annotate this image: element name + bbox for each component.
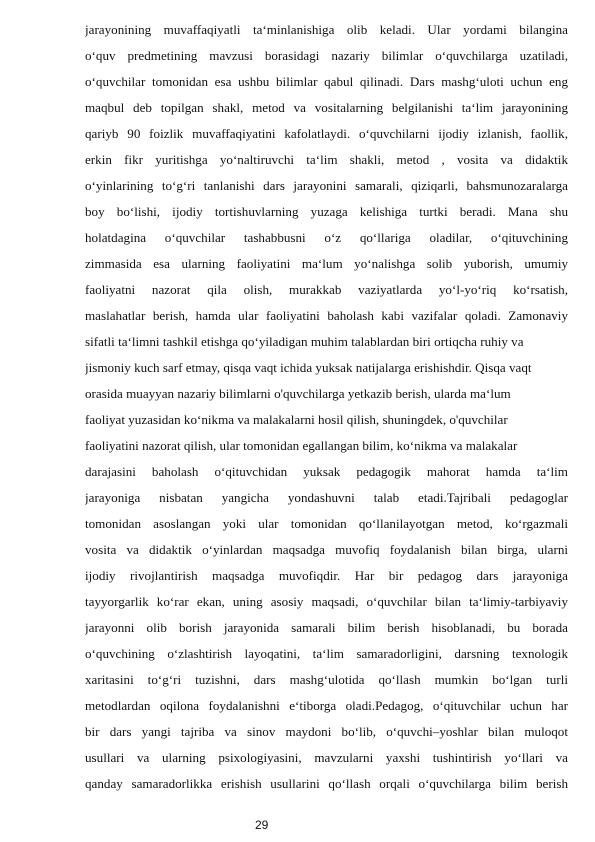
text-line: boy bo‘lishi, ijodiy tortishuvlarning yuzaga kelishiga turtki beradi. Mana shu [85, 204, 568, 219]
text-line: tomonidan asoslangan yoki ular tomonidan qo‘llanilayotgan metod, ko‘rgazmali [85, 516, 568, 531]
text-line: tayyorgarlik ko‘rar ekan, uning asosiy maqsadi, o‘quvchilar bilan ta‘limiy-tarbiyaviy [85, 594, 568, 609]
text-line: o‘quvchilar tomonidan esa ushbu bilimlar qabul qilinadi. Dars mashg‘uloti uchun eng [85, 74, 568, 89]
text-line: jarayoniga nisbatan yangicha yondashuvni talab etadi.Tajribali pedagoglar [85, 490, 568, 505]
text-line: faoliyat yuzasidan ko‘nikma va malakalarni hosil qilish, shuningdek, o'quvchilar [85, 412, 508, 427]
text-line: faoliyatini nazorat qilish, ular tomonidan egallangan bilim, ko‘nikma va malakalar [85, 438, 518, 453]
text-line: vosita va didaktik o‘yinlardan maqsadga muvofiq foydalanish bilan birga, ularni [85, 542, 568, 557]
text-line: usullari va ularning psixologiyasini, mavzularni yaxshi tushintirish yo‘llari va [85, 750, 568, 765]
text-line: o‘quv predmetining mavzusi borasidagi nazariy bilimlar o‘quvchilarga uzatiladi, [85, 48, 568, 63]
text-line: erkin fikr yuritishga yo‘naltiruvchi ta‘lim shakli, metod , vosita va didaktik [85, 152, 568, 167]
text-line: jarayonni olib borish jarayonida samarali bilim berish hisoblanadi, bu borada [85, 620, 568, 635]
text-line: xaritasini to‘g‘ri tuzishni, dars mashg‘ulotida qo‘llash mumkin bo‘lgan turli [85, 672, 568, 687]
text-line: orasida muayyan nazariy bilimlarni o'quvchilarga yetkazib berish, ularda ma‘lum [85, 386, 511, 401]
text-line: jismoniy kuch sarf etmay, qisqa vaqt ichida yuksak natijalarga erishishdir. Qisqa vaqt [85, 360, 532, 375]
text-line: faoliyatni nazorat qila olish, murakkab vaziyatlarda yo‘l-yo‘riq ko‘rsatish, [85, 282, 568, 297]
text-line: ijodiy rivojlantirish maqsadga muvofiqdir. Har bir pedagog dars jarayoniga [85, 568, 568, 583]
page-number: 29 [255, 818, 269, 832]
text-line: holatdagina o‘quvchilar tashabbusni o‘z qo‘llariga oladilar, o‘qituvchining [85, 230, 568, 245]
text-line: maqbul deb topilgan shakl, metod va vositalarning belgilanishi ta‘lim jarayonining [85, 100, 568, 115]
text-line: metodlardan oqilona foydalanishni e‘tiborga oladi.Pedagog, o‘qituvchilar uchun har [85, 698, 568, 713]
text-line: maslahatlar berish, hamda ular faoliyatini baholash kabi vazifalar qoladi. Zamonaviy [85, 308, 568, 323]
text-line: sifatli ta‘limni tashkil etishga qo‘yiladigan muhim talablardan biri ortiqcha ruhiy va [85, 334, 524, 349]
text-line: zimmasida esa ularning faoliyatini ma‘lum yo‘nalishga solib yuborish, umumiy [85, 256, 568, 271]
text-line: bir dars yangi tajriba va sinov maydoni bo‘lib, o‘quvchi–yoshlar bilan muloqot [85, 724, 568, 739]
text-line: qariyb 90 foizlik muvaffaqiyatini kafolatlaydi. o‘quvchilarni ijodiy izlanish, faollik, [85, 126, 568, 141]
text-line: jarayonining muvaffaqiyatli ta‘minlanishiga olib keladi. Ular yordami bilangina [85, 22, 568, 37]
text-line: qanday samaradorlikka erishish usullarini qo‘llash orqali o‘quvchilarga bilim berish [85, 776, 568, 791]
text-line: o‘quvchining o‘zlashtirish layoqatini, ta‘lim samaradorligini, darsning texnologik [85, 646, 568, 661]
text-line: o‘yinlarining to‘g‘ri tanlanishi dars jarayonini samarali, qiziqarli, bahsmunozaralarga [85, 178, 568, 193]
text-line: darajasini baholash o‘qituvchidan yuksak pedagogik mahorat hamda ta‘lim [85, 464, 568, 479]
